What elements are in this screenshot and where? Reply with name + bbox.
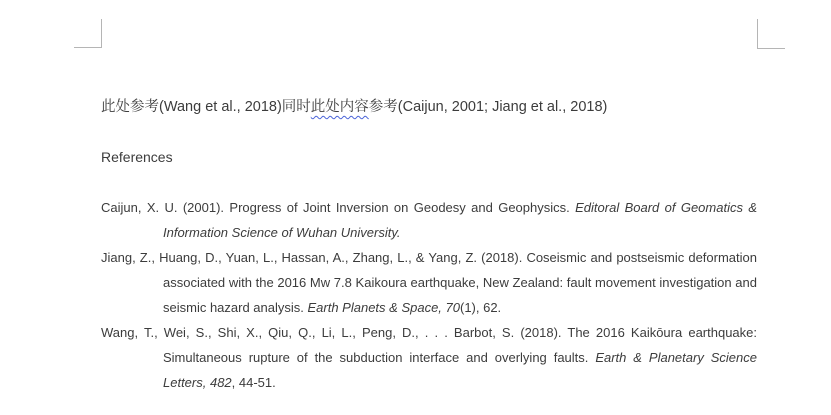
text-run: , 44-51. bbox=[231, 375, 276, 390]
grammar-flagged-text: 此处内容 bbox=[310, 99, 369, 115]
text-run: (1), 62. bbox=[459, 300, 502, 315]
text-run: Jiang, Z., Huang, D., Yuan, L., Hassan, A., Zhang, L., & Yang, Z. (2018). Coseismic and postseismic deformation associated with the 2016 Mw 7.8 Kaikoura earthquake, New Zealand: fault movement investigation and seismic hazard analysis. bbox=[101, 250, 757, 315]
text-run: 参考(Caijun, 2001; Jiang et al., 2018) bbox=[368, 99, 608, 115]
reference-list bbox=[101, 195, 757, 395]
text-run: Wang, T., Wei, S., Shi, X., Qiu, Q., Li, L., Peng, D., . . . Barbot, S. (2018). The 2016 Kaikōura earthquake: Simultaneous rupture of the subduction interface and overlying faults. bbox=[101, 325, 757, 365]
document-text-area[interactable] bbox=[101, 95, 757, 395]
italic-text-run: Earth Planets & Space, 70 bbox=[307, 300, 460, 315]
italic-text-run: Editoral Board of Geomatics & Information Science of Wuhan University. bbox=[163, 200, 757, 240]
italic-text-run: Earth & Planetary Science Letters, 482 bbox=[163, 350, 757, 390]
text-boundary-mark-top-left bbox=[74, 19, 102, 48]
reference-entry[interactable] bbox=[101, 195, 757, 245]
reference-entry[interactable] bbox=[101, 320, 757, 395]
text-run: 此处参考(Wang et al., 2018)同时 bbox=[101, 99, 311, 115]
reference-entry[interactable] bbox=[101, 245, 757, 320]
references-heading[interactable]: References bbox=[101, 149, 173, 165]
text-run: Caijun, X. U. (2001). Progress of Joint Inversion on Geodesy and Geophysics. bbox=[101, 200, 576, 215]
citation-paragraph[interactable] bbox=[101, 95, 757, 120]
text-boundary-mark-top-right bbox=[757, 19, 785, 49]
